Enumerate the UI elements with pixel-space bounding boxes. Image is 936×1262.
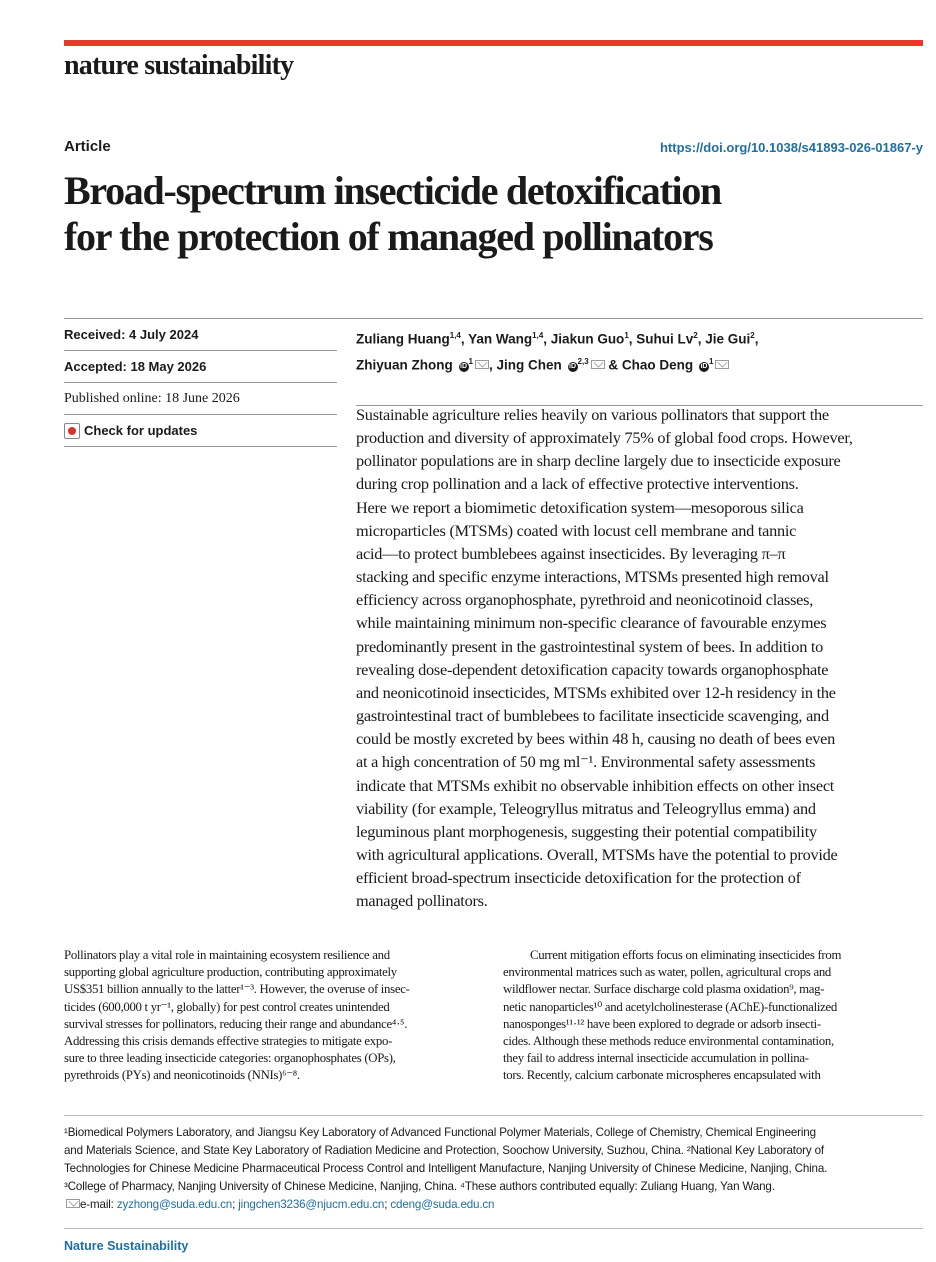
email-icon — [66, 1199, 80, 1208]
email-icon[interactable] — [715, 360, 729, 369]
footnote-divider — [64, 1115, 923, 1116]
accepted-date: Accepted: 18 May 2026 — [64, 351, 337, 383]
check-for-updates-label: Check for updates — [84, 423, 198, 438]
affiliation-sup: 1 — [624, 331, 629, 340]
affiliation-line: and Materials Science, and State Key Laboratory of Radiation Medicine and Protection, Soochow University, Suzhou, China. ²National Key Laboratory of — [64, 1144, 824, 1157]
abstract-line: predominantly present in the gastrointestinal system of bees. In addition to — [356, 636, 824, 656]
abstract-line: gastrointestinal tract of bumblebees to facilitate insecticide scavenging, and — [356, 706, 829, 726]
body-line: supporting global agriculture production, contributing approximately — [64, 965, 397, 980]
affiliation-line: ¹Biomedical Polymers Laboratory, and Jiangsu Key Laboratory of Advanced Functional Polymer Materials, College of Chemistry, Chemical Engineering — [64, 1126, 816, 1139]
author-name[interactable]: Zuliang Huang — [356, 331, 450, 347]
body-line: sure to three leading insecticide categories: organophosphates (OPs), — [64, 1051, 396, 1066]
affiliation-sup: 2,3 — [577, 356, 589, 366]
abstract-line: efficient broad-spectrum insecticide detoxification for the protection of — [356, 868, 801, 888]
affiliation-sup: 1,4 — [449, 331, 461, 340]
footer-journal-name[interactable]: Nature Sustainability — [64, 1239, 189, 1253]
abstract-line: indicate that MTSMs exhibit no observable inhibition effects on other insect — [356, 775, 835, 795]
abstract-line: microparticles (MTSMs) coated with locust cell membrane and tannic — [356, 520, 797, 540]
body-line: they fail to address internal insecticide accumulation in pollina- — [503, 1051, 809, 1066]
affiliation-sup: 1,4 — [532, 331, 544, 340]
article-title — [64, 168, 924, 260]
body-line: Current mitigation efforts focus on eliminating insecticides from — [530, 948, 842, 962]
affiliation-line: Technologies for Chinese Medicine Pharmaceutical Process Control and Intelligent Manufacture, Nanjing University of Chinese Medicine, Nanjing, China. — [64, 1162, 828, 1175]
affiliations — [64, 1124, 924, 1214]
abstract-line: and neonicotinoid insecticides, MTSMs exhibited over 12-h residency in the — [356, 682, 836, 702]
body-line: netic nanoparticles¹⁰ and acetylcholinesterase (AChE)-functionalized — [503, 999, 837, 1014]
separator: ; — [232, 1198, 239, 1211]
body-line: Pollinators play a vital role in maintaining ecosystem resilience and — [64, 948, 390, 962]
orcid-icon[interactable]: iD — [460, 363, 468, 370]
body-line: Addressing this crisis demands effective strategies to mitigate expo- — [64, 1034, 393, 1049]
abstract-line: while maintaining minimum non-specific clearance of favourable enzymes — [356, 613, 827, 633]
orcid-icon[interactable]: iD — [700, 363, 708, 370]
email-icon[interactable] — [591, 360, 605, 369]
abstract-line: with agricultural applications. Overall, MTSMs have the potential to provide — [356, 844, 838, 864]
author-name[interactable]: Chao Deng — [621, 357, 694, 372]
email-icon[interactable] — [475, 360, 489, 369]
body-line: environmental matrices such as water, pollen, agricultural crops and — [503, 965, 832, 980]
affiliation-sup: 2 — [693, 331, 698, 340]
abstract-line: leguminous plant morphogenesis, suggesting their potential compatibility — [356, 821, 817, 841]
abstract-line: efficiency across organophosphate, pyrethroid and neonicotinoid classes, — [356, 590, 814, 610]
body-line: pyrethroids (PYs) and neonicotinoids (NNIs)⁶⁻⁸. — [64, 1068, 300, 1083]
body-line: tors. Recently, calcium carbonate microspheres encapsulated with — [503, 1068, 821, 1083]
body-column-left — [64, 947, 486, 1085]
abstract-line: revealing dose-dependent detoxification capacity towards organophosphate — [356, 659, 829, 679]
email-link[interactable]: cdeng@suda.edu.cn — [390, 1198, 495, 1211]
affiliation-sup: 2 — [750, 331, 755, 340]
author-list: Zuliang Huang$^{1,4}$, Yan Wang$^{1,4}$, Jiakun Guo$^1$, Suhui Lv$^2$, Jie Gui$^2$, Zhiyuan Zhong $iD^1$ , Jing Chen iD$^{2,3}$ & Chao Deng $iD^1$ — [356, 331, 759, 372]
author-name[interactable]: Yan Wang — [468, 331, 533, 347]
affiliation-sup: 1 — [468, 356, 473, 366]
email-prefix: e-mail: — [80, 1198, 117, 1211]
email-link[interactable]: jingchen3236@njucm.edu.cn — [238, 1198, 385, 1211]
received-date: Received: 4 July 2024 — [64, 319, 337, 351]
abstract-line: pollinator populations are in sharp decline largely due to insecticide exposure — [356, 451, 841, 471]
title-line: for the protection of managed pollinators — [64, 214, 713, 259]
affiliation-sup: 1 — [708, 356, 714, 366]
orcid-icon[interactable]: iD — [569, 363, 577, 370]
abstract-line: managed pollinators. — [356, 891, 488, 911]
abstract-line: stacking and specific enzyme interactions, MTSMs presented high removal — [356, 567, 829, 587]
body-line: US$351 billion annually to the latter¹⁻³. However, the overuse of insec- — [64, 982, 410, 997]
check-for-updates-icon — [64, 423, 80, 439]
body-line: ticides (600,000 t yr⁻¹, globally) for pest control creates unintended — [64, 999, 390, 1014]
author-name[interactable]: Jie Gui — [705, 331, 751, 347]
email-line — [64, 1196, 924, 1214]
body-line: cides. Although these methods reduce environmental contamination, — [503, 1034, 834, 1049]
abstract-line: Sustainable agriculture relies heavily on various pollinators that support the — [356, 405, 829, 424]
body-line: survival stresses for pollinators, reducing their range and abundance⁴·⁵. — [64, 1016, 408, 1031]
doi-link[interactable]: https://doi.org/10.1038/s41893-026-01867-y — [659, 140, 923, 155]
email-link[interactable]: zyzhong@suda.edu.cn — [116, 1198, 233, 1211]
abstract-line: viability (for example, Teleogryllus mitratus and Teleogryllus emma) and — [356, 798, 816, 818]
abstract-line: production and diversity of approximately 75% of global food crops. However, — [356, 428, 853, 448]
abstract-line: acid—to protect bumblebees against insecticides. By leveraging π–π — [356, 543, 786, 563]
abstract-line: at a high concentration of 50 mg ml⁻¹. Environmental safety assessments — [356, 752, 816, 772]
title-line: Broad-spectrum insecticide detoxification — [64, 168, 721, 213]
footer-divider — [64, 1228, 923, 1229]
author-name[interactable]: Zhiyuan Zhong — [356, 357, 453, 372]
body-line: wildflower nectar. Surface discharge cold plasma oxidation⁹, mag- — [503, 982, 825, 997]
author-name[interactable]: Jiakun Guo — [550, 331, 625, 347]
top-accent-bar — [64, 40, 923, 46]
abstract-line: during crop pollination and a lack of effective protective interventions. — [356, 474, 799, 494]
author-name[interactable]: Suhui Lv — [636, 331, 694, 347]
article-type: Article — [64, 138, 111, 155]
check-for-updates-button[interactable] — [64, 415, 337, 447]
published-date: Published online: 18 June 2026 — [64, 383, 337, 415]
affiliation-line: ³College of Pharmacy, Nanjing University of Chinese Medicine, Nanjing, China. ⁴These authors contributed equally: Zuliang Huang, Yan Wang. — [64, 1180, 775, 1193]
separator: ; — [384, 1198, 391, 1211]
journal-logo[interactable]: nature sustainability — [64, 50, 294, 81]
author-name[interactable]: Jing Chen — [496, 357, 562, 372]
abstract-line: Here we report a biomimetic detoxification system—mesoporous silica — [356, 497, 804, 517]
abstract-line: could be mostly excreted by bees within 48 h, causing no death of bees even — [356, 729, 836, 749]
body-column-right — [503, 947, 925, 1085]
body-line: nanosponges¹¹·¹² have been explored to degrade or adsorb insecti- — [503, 1016, 821, 1031]
abstract — [356, 403, 922, 912]
article-history — [64, 319, 337, 447]
